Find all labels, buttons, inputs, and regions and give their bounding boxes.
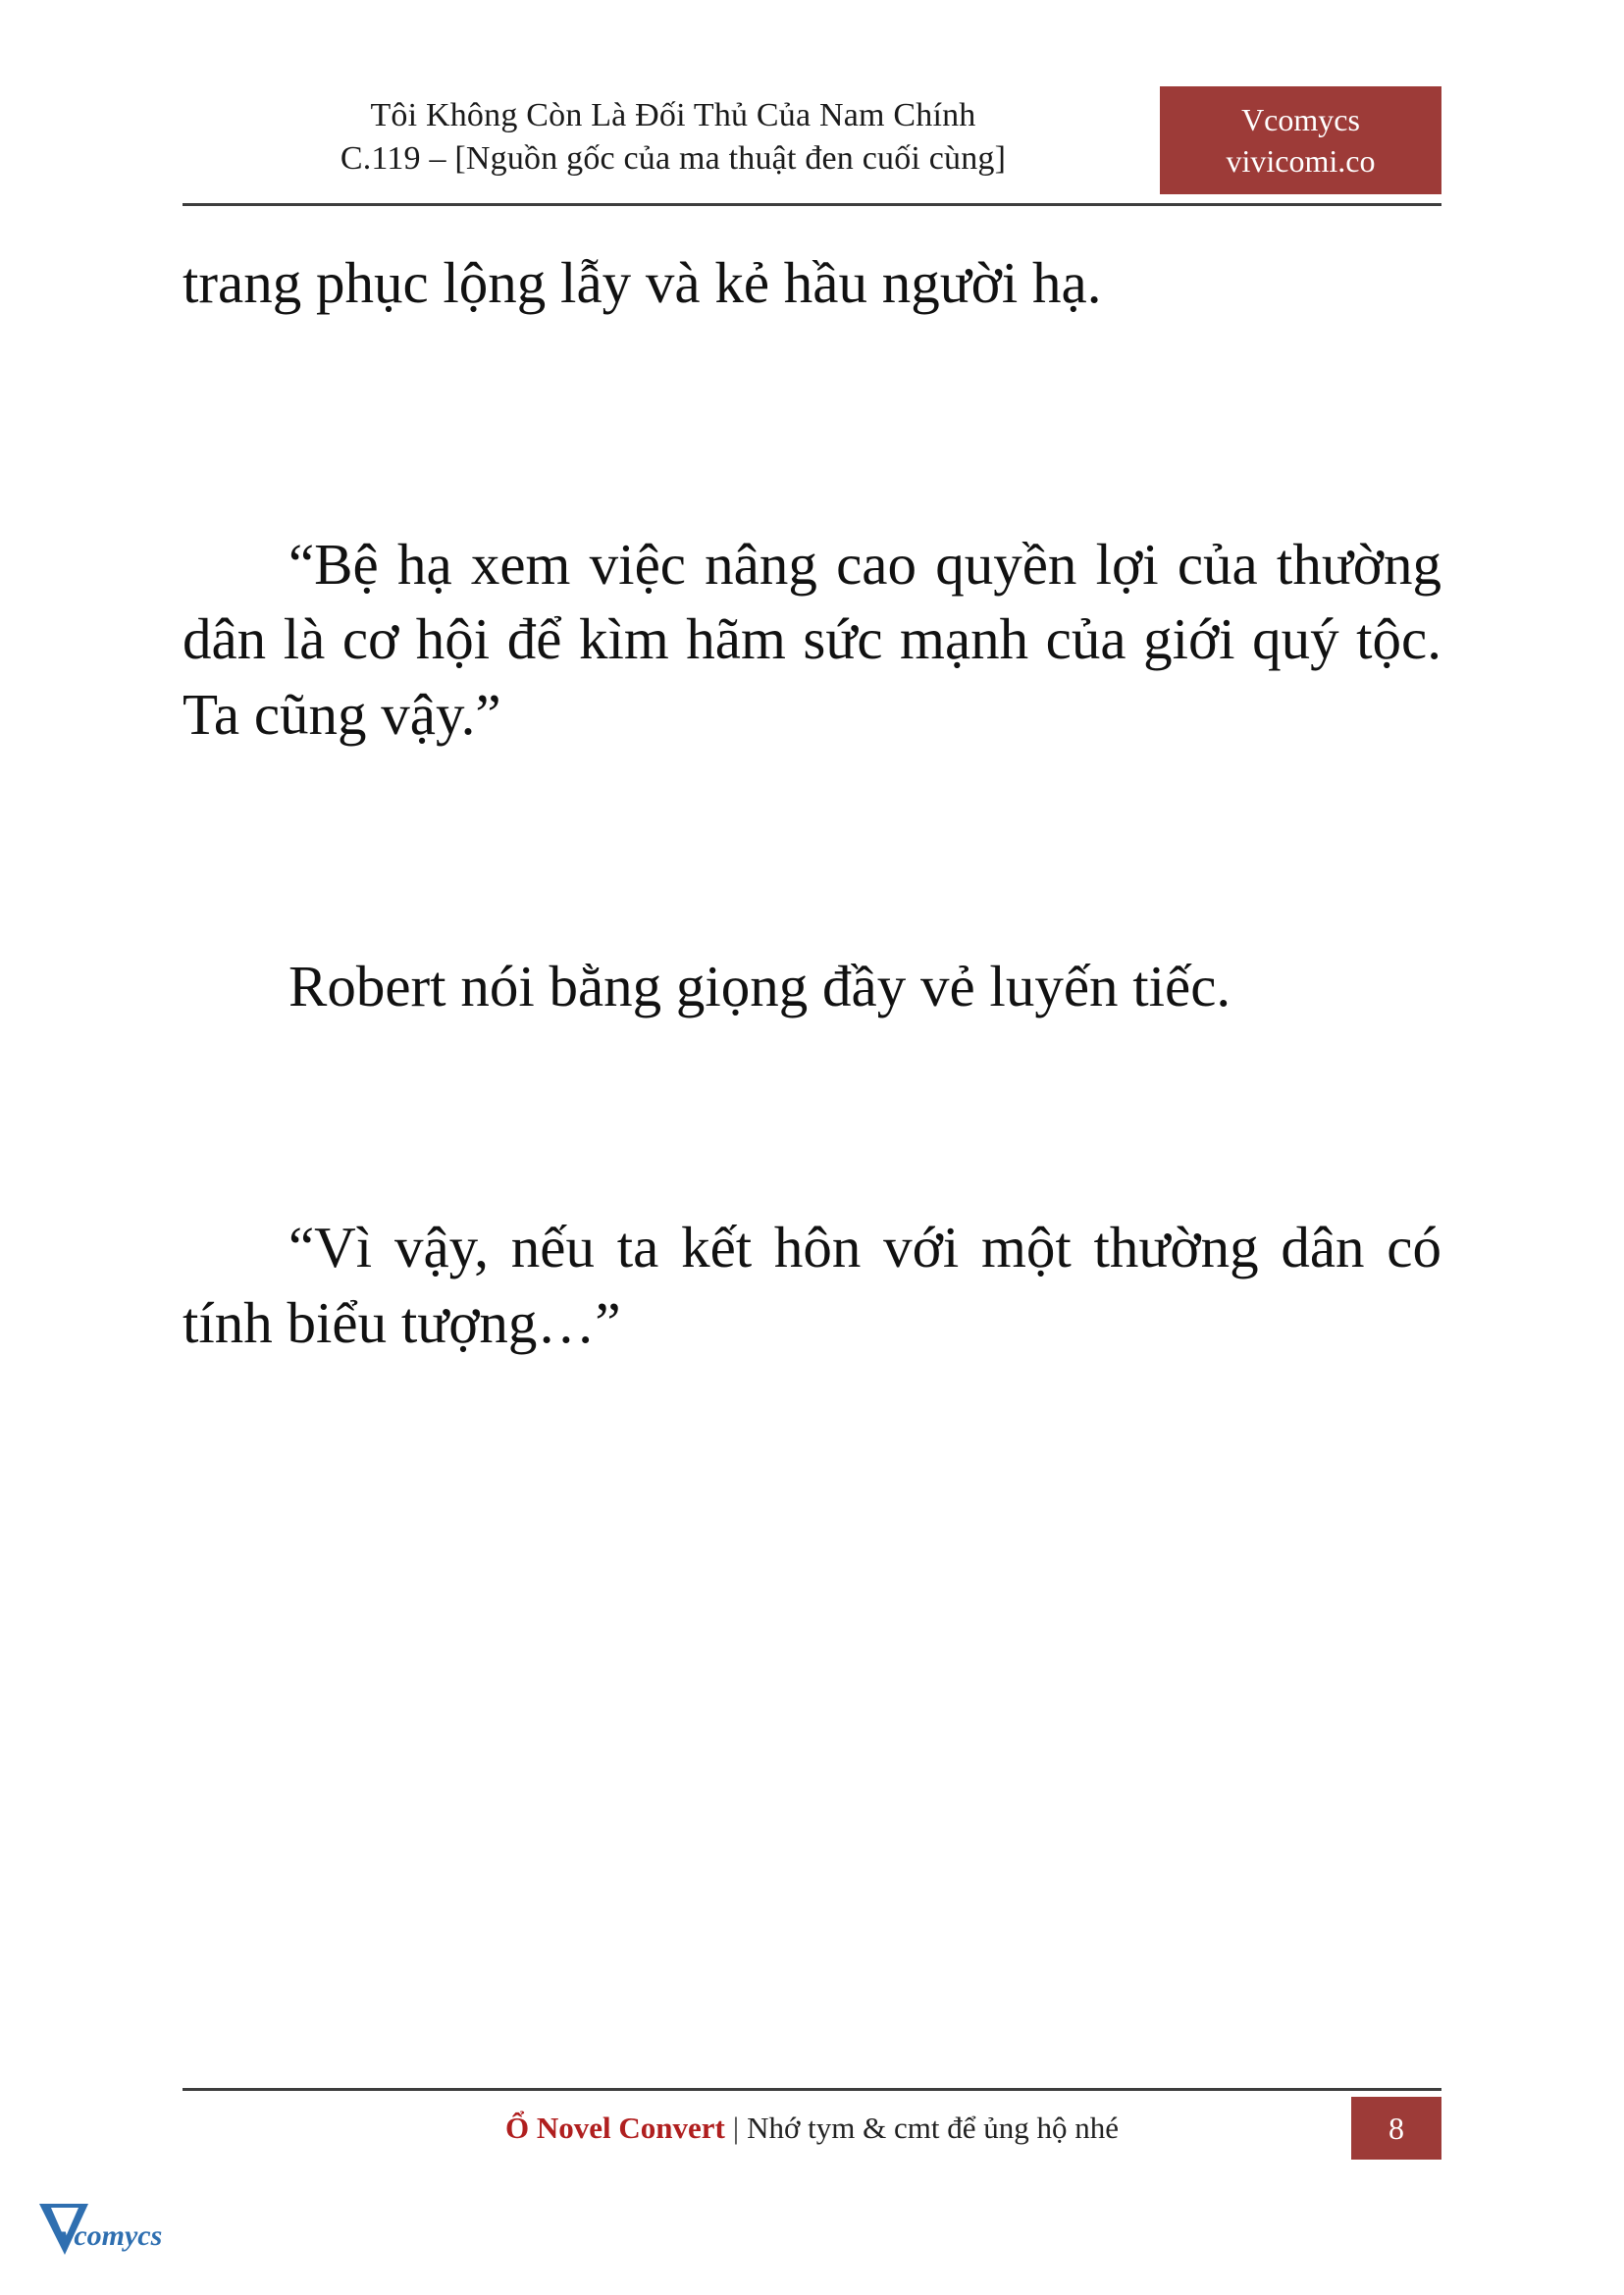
paragraph-spacer	[183, 321, 1441, 527]
page-number-badge: 8	[1351, 2097, 1441, 2160]
svg-text:vcomycs: vcomycs	[61, 2219, 163, 2252]
page-header	[183, 86, 1441, 206]
footer-note: Nhớ tym & cmt để ủng hộ nhé	[747, 2111, 1119, 2145]
paragraph-2: “Bệ hạ xem việc nâng cao quyền lợi của thường dân là cơ hội để kìm hãm sức mạnh của giới quý tộc. Ta cũng vậy.”	[183, 531, 1441, 748]
header-title-block	[183, 86, 1164, 181]
chapter-title: C.119 – [Nguồn gốc của ma thuật đen cuối cùng]	[340, 140, 1007, 178]
paragraph-spacer	[183, 753, 1441, 949]
footer-separator: |	[732, 2111, 740, 2145]
paragraph-spacer	[183, 1023, 1441, 1210]
site-badge	[1160, 86, 1441, 194]
page-footer	[183, 2088, 1441, 2157]
vcomycs-logo-icon	[35, 2194, 251, 2267]
footer-brand: Ổ Novel Convert	[505, 2111, 725, 2145]
paragraph-3: Robert nói bằng giọng đầy vẻ luyến tiếc.	[288, 953, 1231, 1018]
footer-credit	[183, 2097, 1441, 2160]
site-badge-url: vivicomi.co	[1226, 143, 1376, 179]
paragraph-4: “Vì vậy, nếu ta kết hôn với một thường dân có tính biểu tượng…”	[183, 1215, 1441, 1356]
paragraph-1: trang phục lộng lẫy và kẻ hầu người hạ.	[183, 250, 1102, 315]
site-badge-name: Vcomycs	[1241, 101, 1360, 137]
page-content	[183, 245, 1441, 1361]
vcomycs-logo-watermark	[35, 2194, 251, 2267]
novel-title: Tôi Không Còn Là Đối Thủ Của Nam Chính	[370, 97, 976, 133]
